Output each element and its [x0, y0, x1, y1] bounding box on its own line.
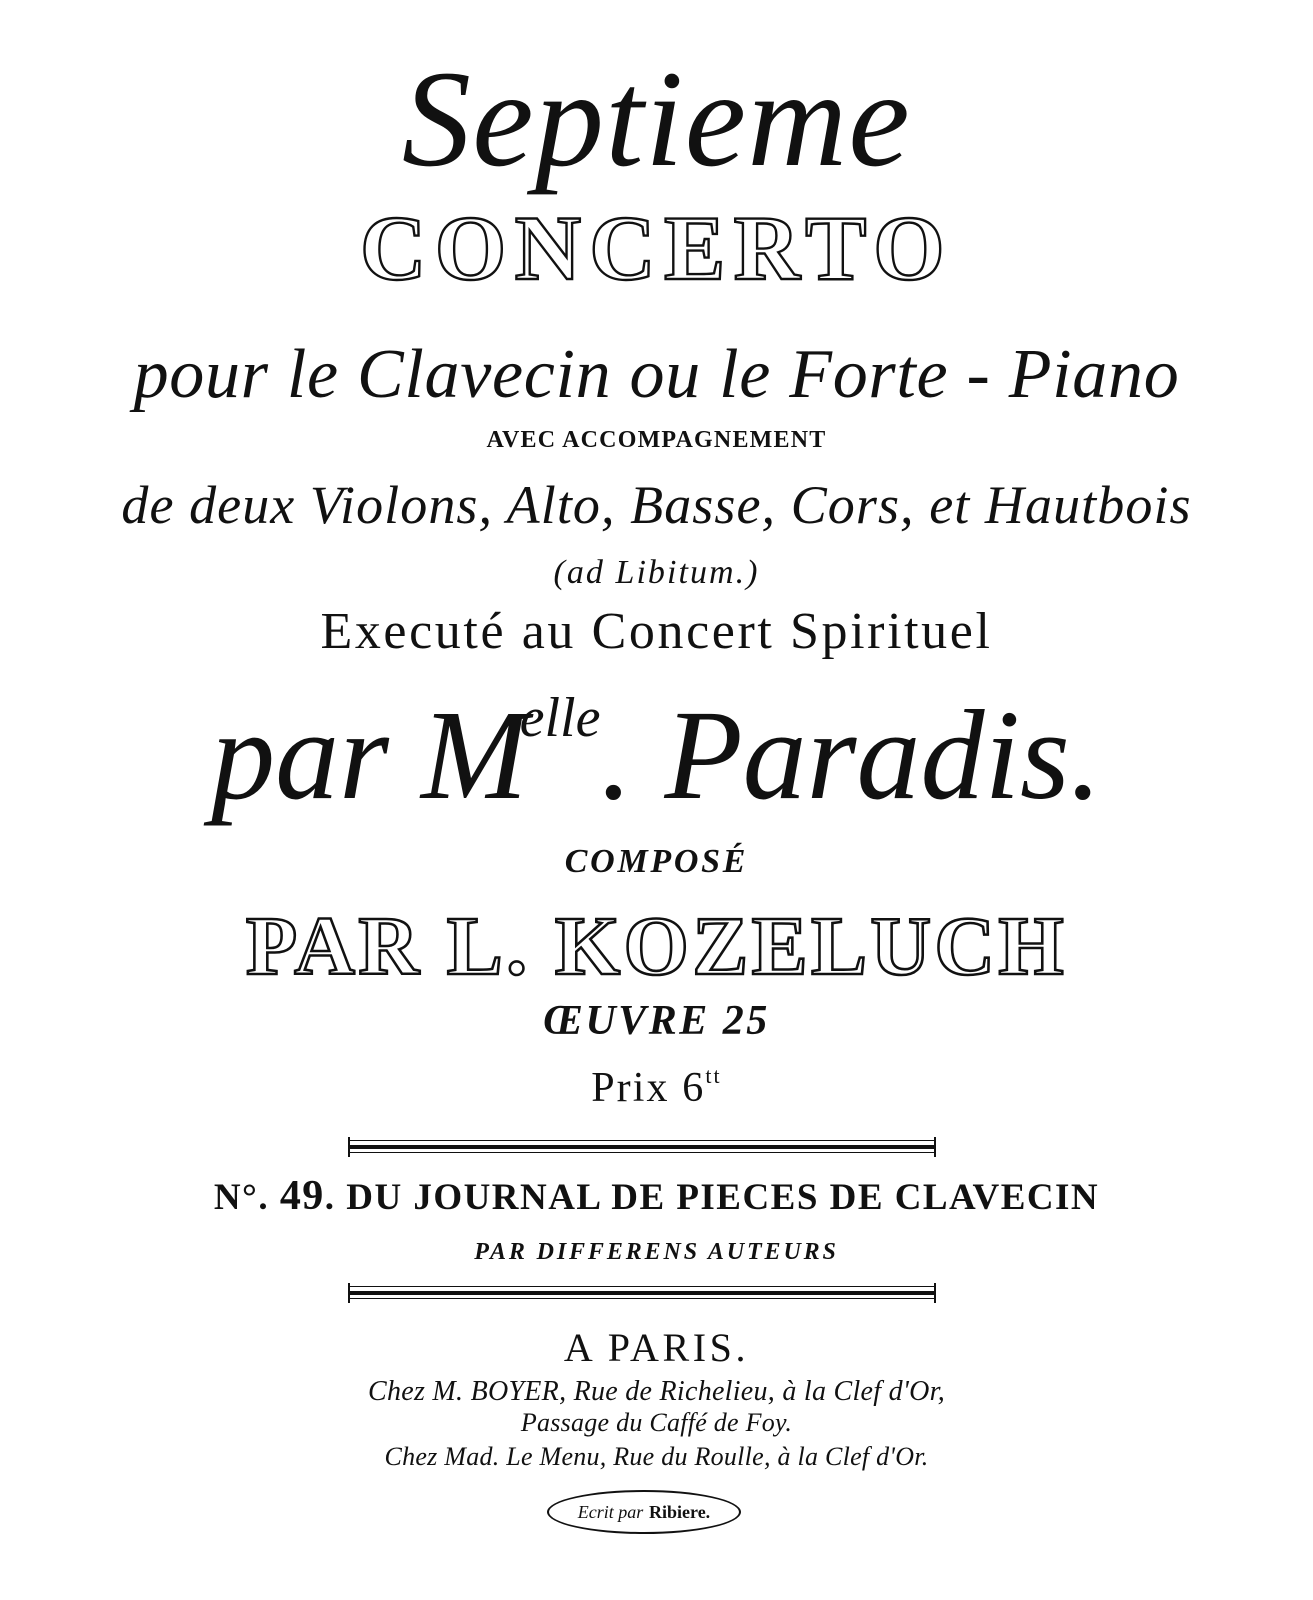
journal-subtitle: PAR DIFFERENS AUTEURS: [474, 1239, 839, 1265]
journal-number: 49: [279, 1173, 325, 1219]
journal-line: [0, 1175, 1313, 1217]
accompaniment-heading: AVEC ACCOMPAGNEMENT: [486, 427, 827, 453]
imprint-address-2: Passage du Caffé de Foy.: [520, 1408, 793, 1437]
opus-number: ŒUVRE 25: [543, 998, 770, 1044]
engraver-cartouche: [547, 1490, 741, 1534]
performer-line: [0, 684, 1313, 826]
instruments-line: de deux Violons, Alto, Basse, Cors, et Hautbois: [121, 475, 1192, 535]
composer-name: PAR L. KOZELUCH: [245, 900, 1068, 993]
engraver-name: Ribiere.: [649, 1502, 711, 1522]
journal-number-prefix: N°.: [213, 1177, 270, 1218]
performer-title: M: [420, 684, 528, 826]
price-label: Prix 6: [591, 1065, 706, 1111]
ornamental-rule-bottom: [348, 1286, 936, 1300]
price: [0, 1065, 1313, 1109]
performer-name: . Paradis.: [600, 684, 1102, 826]
engraver-prefix: Ecrit par: [577, 1502, 644, 1522]
instrument-line: pour le Clavecin ou le Forte - Piano: [133, 336, 1180, 413]
performer-title-superscript: elle: [519, 687, 601, 749]
imprint-address-3: Chez Mad. Le Menu, Rue du Roulle, à la Clef d'Or.: [384, 1442, 929, 1471]
performer-par: par: [211, 684, 389, 826]
imprint-city: A PARIS.: [563, 1325, 750, 1370]
ad-libitum: (ad Libitum.): [553, 554, 760, 591]
journal-title: . DU JOURNAL DE PIECES DE CLAVECIN: [324, 1177, 1100, 1218]
imprint-address-1: Chez M. BOYER, Rue de Richelieu, à la Clef d'Or,: [368, 1376, 945, 1407]
title-concerto: CONCERTO: [360, 197, 953, 299]
ornamental-rule-top: [348, 1140, 936, 1154]
performance-line: Executé au Concert Spirituel: [320, 603, 993, 660]
price-superscript: tt: [705, 1063, 722, 1088]
composed-label: COMPOSÉ: [564, 843, 749, 880]
title-script: Septieme: [401, 42, 912, 195]
